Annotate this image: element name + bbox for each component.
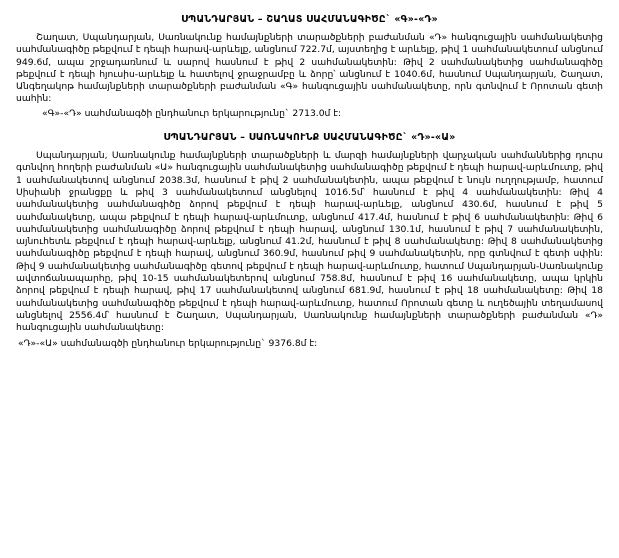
section2-total-length: «Դ»-«Ա» սահմանագծի ընդհանուր երկարությունը` 9376.8մ է:	[18, 337, 318, 349]
section1-total-length: «Գ»-«Դ» սահմանագծի ընդհանուր երկարությունը` 2713.0մ է:	[42, 107, 342, 119]
section-title-spandaryan-shaghat: ՍՊԱՆԴԱՐՅԱՆ – ՇԱՂԱՏ ՍԱՀՄԱՆԱԳԻԾԸ` «Գ»-«Դ»	[181, 14, 438, 25]
section1-paragraph: Շաղատ, Սպանդարյան, Սառնակունք համայնքների տարածքների բաժանման «Դ» հանգուցային սահմանակետից սահմանագիծը թեքվում է դեպի հարավ-արևելք, անցնում 722.7մ, այստեղից է արևելք, թիվ 1 սահմանակետում անցնում 949.6մ, ապա շրջադառնում և սարով հասնում է թիվ 2 սահմանակետին: Թիվ 2 սահմանակետից սահմանագիծը թեքվում է դեպի հյուսիս-արևելք և հատելով ջրաջրամբը և ձորը՝ անցնում է 1040.6մ, հասնում Սպանդարյան, Շաղատ, Անգեղակոթ համայնքների տարածքների բաժանման «Գ» հանգուցային սահմանակետը, որն գտնվում է Որոտան գետի սահին:	[16, 32, 603, 105]
section-title-spandaryan-sarnakunk: ՍՊԱՆԴԱՐՅԱՆ – ՍԱՌՆԱԿՈՒՆՔ ՍԱՀՄԱՆԱԳԻԾԸ` «Դ»-«Ա»	[163, 132, 456, 144]
section2-paragraph: Սպանդարյան, Սառնակունք համայնքների տարածքների և մարզի համայնքների վարչական սահմաններից դուրս գտնվող հողերի բաժանման «Ա» հանգուցային սահմանակետից սահմանագիծը թեքվում է դեպի հարավ-արևմուտք, թիվ 1 սահմանակետով անցնում 2038.3մ, հասնում է թիվ 2 սահմանակետին, ապա թեքվում է նույն ուղղությամբ, հատում Սիսիանի ջրանցքը և թիվ 3 սահմանակետում անցնելով 1016.5մ՝ հասնում է թիվ 4 սահմանակետին: Թիվ 4 սահմանակետից սահմանագիծը ձորով թեքվում է դեպի հարավ-արևելք, անցնում 430.6մ, հասնում է թիվ 5 սահմանակետը, ապա թեքվում է դեպի հարավ-արևմուտք, անցնում 417.4մ, հասնում է թիվ 6 սահմանակետին: Թիվ 6 սահմանակետից սահմանագիծը ձորով թեքվում է դեպի հարավ, անցնում 130.1մ, հասնում է թիվ 7 սահմանակետին, այնուհետև թեքվում է դեպի հարավ-արևելք, անցնում 41.2մ, հասնում է թիվ 8 սահմանակետը: Թիվ 8 սահմանակետից սահմանագիծը թեքվում է դեպի հարավ, անցնում 360.9մ, հասնում թիվ 9 սահմանակետին, որը գտնվում է գետի սփին: Թիվ 9 սահմանակետից սահմանագիծը գետով թեքվում է դեպի հարավ-արևմուտք, հատում Սպանդարյան-Սառնակունք ավտոճանապարհը, թիվ 10-15 սահմանակետերով անցնում 758.8մ, հասնում է թիվ 16 սահմանակետը, ապա կրկին ձորով թեքվում է դեպի հարավ, թիվ 17 սահմանակետով անցնում 681.9մ, հասնում է թիվ 18 սահմանակետը: Թիվ 18 սահմանակետից սահմանագիծը թեքվում է դեպի հարավ-արևմուտք, հատում Որոտան գետը և ուղեծային տեղամասով անցնելով 2556.4մ՝ հասնում է Շաղատ, Սպանդարյան, Սառնակունք համայնքների տարածքների բաժանման «Դ» հանգուցային սահմանակետը:	[16, 150, 603, 334]
